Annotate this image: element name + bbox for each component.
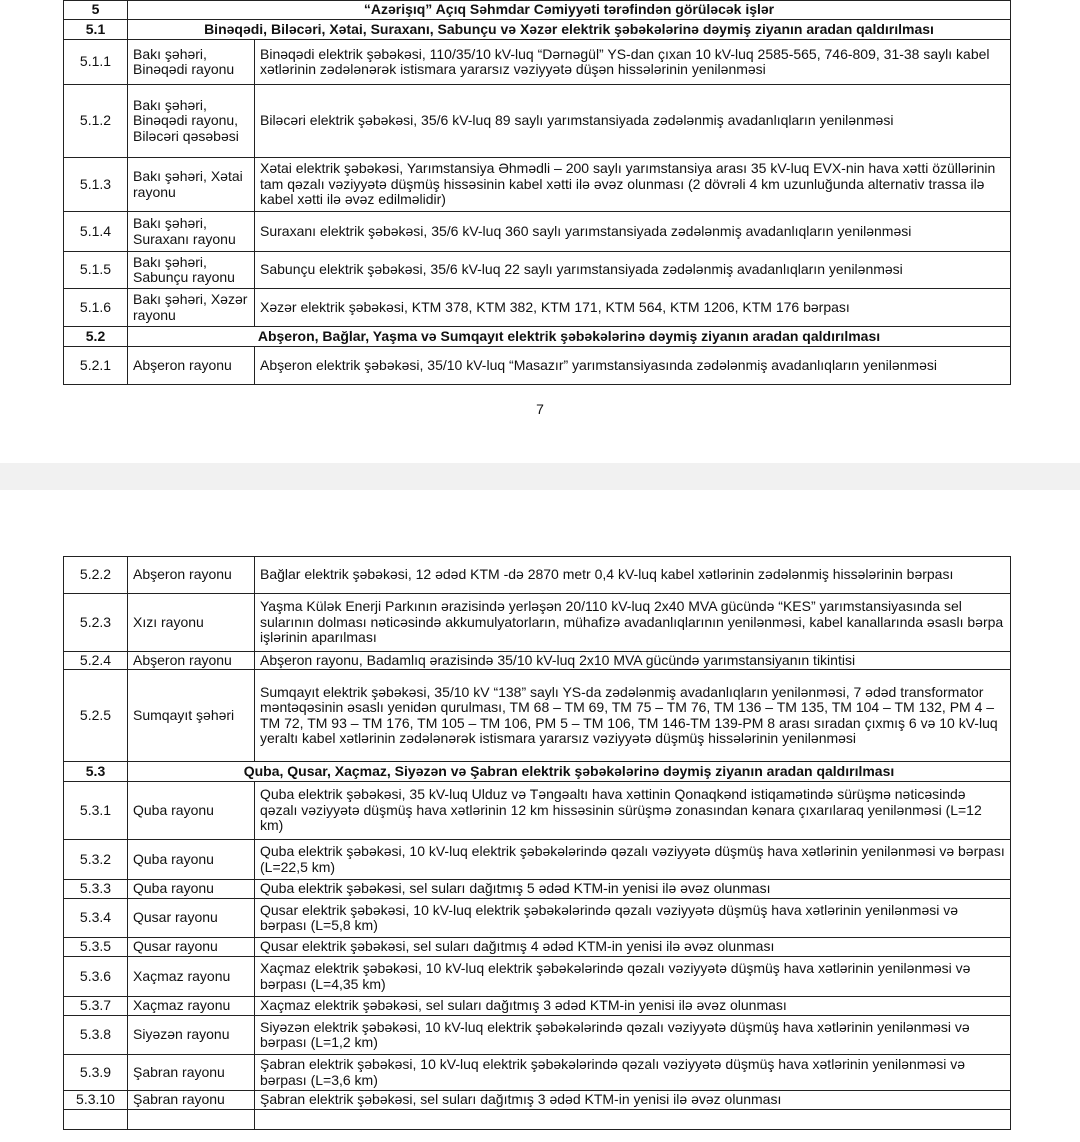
section-number: 5.2 — [64, 327, 128, 347]
section-number: 5 — [64, 1, 128, 20]
table-row — [64, 40, 1011, 85]
table-row — [64, 652, 1011, 670]
item-number: 5.3.3 — [64, 880, 128, 899]
table-row — [64, 557, 1011, 594]
table-row — [64, 347, 1011, 385]
section-title: “Azərişıq” Açıq Səhmdar Cəmiyyəti tərəfindən görüləcək işlər — [128, 1, 1011, 20]
item-location: Abşeron rayonu — [128, 557, 255, 594]
item-number: 5.1.3 — [64, 158, 128, 212]
item-location: Xaçmaz rayonu — [128, 957, 255, 997]
item-location: Qusar rayonu — [128, 899, 255, 938]
item-number: 5.3.7 — [64, 997, 128, 1016]
item-location: Quba rayonu — [128, 880, 255, 899]
item-description: Yaşma Külək Enerji Parkının ərazisində yerləşən 20/110 kV-luq 2x40 MVA gücündə “KES” yarımstansiyasında sel sularının dolması nəticəsində akkumulyatorların, mühafizə avadanlıqlarının yenilənməsi, kabel kanallarında əsaslı bərpa işlərinin aparılması — [255, 594, 1011, 652]
page-number: 7 — [536, 401, 544, 417]
item-number: 5.3.10 — [64, 1091, 128, 1110]
item-description: Quba elektrik şəbəkəsi, sel suları dağıtmış 5 ədəd KTM-in yenisi ilə əvəz olunması — [255, 880, 1011, 899]
item-description: Abşeron rayonu, Badamlıq ərazisində 35/10 kV-luq 2x10 MVA gücündə yarımstansiyanın tikintisi — [255, 652, 1011, 670]
table-row — [64, 997, 1011, 1016]
item-location: Quba rayonu — [128, 840, 255, 880]
item-description: Şabran elektrik şəbəkəsi, sel suları dağıtmış 3 ədəd KTM-in yenisi ilə əvəz olunması — [255, 1091, 1011, 1110]
table-row — [64, 85, 1011, 158]
item-location: Bakı şəhəri, Suraxanı rayonu — [128, 212, 255, 252]
section-title: Abşeron, Bağlar, Yaşma və Sumqayıt elektrik şəbəkələrinə dəymiş ziyanın aradan qaldırılması — [128, 327, 1011, 347]
table-row — [64, 212, 1011, 252]
item-description: Xaçmaz elektrik şəbəkəsi, 10 kV-luq elektrik şəbəkələrində qəzalı vəziyyətə düşmüş hava xətlərinin yenilənməsi və bərpası (L=4,35 km) — [255, 957, 1011, 997]
item-description: Sumqayıt elektrik şəbəkəsi, 35/10 kV “138” saylı YS-da zədələnmiş avadanlıqların yenilənməsi, 7 ədəd transformator məntəqəsinin əsaslı yenidən qurulması, TM 68 – TM 69, TM 75 – TM 76, TM 136 – TM 135, TM 104 – TM 132, PM 4 – TM 72, TM 93 – TM 176, TM 105 – TM 106, PM 5 – TM 106, TM 146-TM 139-PM 8 arası sıradan çıxmış 6 və 10 kV-luq yeraltı kabel xətlərinin zədələnərək istismara yararsız vəziyyətə düşmüş hissələrinin yenilənməsi — [255, 670, 1011, 762]
section-title: Quba, Qusar, Xaçmaz, Siyəzən və Şabran elektrik şəbəkələrinə dəymiş ziyanın aradan qaldırılması — [128, 762, 1011, 782]
item-number — [64, 1110, 128, 1130]
item-number: 5.3.9 — [64, 1055, 128, 1091]
item-location: Şabran rayonu — [128, 1091, 255, 1110]
table-row — [64, 252, 1011, 289]
item-description: Quba elektrik şəbəkəsi, 10 kV-luq elektrik şəbəkələrində qəzalı vəziyyətə düşmüş hava xətlərinin yenilənməsi və bərpası (L=22,5 km) — [255, 840, 1011, 880]
section-row — [64, 20, 1011, 40]
item-location: Quba rayonu — [128, 782, 255, 840]
table-row-empty — [64, 1110, 1011, 1130]
item-location: Qusar rayonu — [128, 938, 255, 957]
section-number: 5.1 — [64, 20, 128, 40]
table-row — [64, 1091, 1011, 1110]
item-description: Suraxanı elektrik şəbəkəsi, 35/6 kV-luq 360 saylı yarımstansiyada zədələnmiş avadanlıqların yenilənməsi — [255, 212, 1011, 252]
item-location: Bakı şəhəri, Xətai rayonu — [128, 158, 255, 212]
work-table-page-8 — [63, 556, 1011, 1130]
item-description: Qusar elektrik şəbəkəsi, 10 kV-luq elektrik şəbəkələrində qəzalı vəziyyətə düşmüş hava xətlərinin yenilənməsi və bərpası (L=5,8 km) — [255, 899, 1011, 938]
item-description: Siyəzən elektrik şəbəkəsi, 10 kV-luq elektrik şəbəkələrində qəzalı vəziyyətə düşmüş hava xətlərinin yenilənməsi və bərpası (L=1,2 km) — [255, 1016, 1011, 1055]
item-number: 5.3.1 — [64, 782, 128, 840]
section-row — [64, 762, 1011, 782]
item-location: Xızı rayonu — [128, 594, 255, 652]
item-description: Biləcəri elektrik şəbəkəsi, 35/6 kV-luq 89 saylı yarımstansiyada zədələnmiş avadanlıqların yenilənməsi — [255, 85, 1011, 158]
item-description: Bağlar elektrik şəbəkəsi, 12 ədəd KTM -də 2870 metr 0,4 kV-luq kabel xətlərinin zədələnmiş hissələrinin bərpası — [255, 557, 1011, 594]
section-row — [64, 1, 1011, 20]
item-description: Xəzər elektrik şəbəkəsi, KTM 378, KTM 382, KTM 171, KTM 564, KTM 1206, KTM 176 bərpası — [255, 289, 1011, 327]
table-row — [64, 1055, 1011, 1091]
item-location: Bakı şəhəri, Sabunçu rayonu — [128, 252, 255, 289]
item-description: Sabunçu elektrik şəbəkəsi, 35/6 kV-luq 22 saylı yarımstansiyada zədələnmiş avadanlıqların yenilənməsi — [255, 252, 1011, 289]
item-number: 5.1.4 — [64, 212, 128, 252]
item-description: Binəqədi elektrik şəbəkəsi, 110/35/10 kV-luq “Dərnəgül” YS-dan çıxan 10 kV-luq 2585-565, 746-809, 31-38 saylı kabel xətlərinin zədələnərək istismara yararsız vəziyyətə düşən hissələrinin yenilənməsi — [255, 40, 1011, 85]
item-location: Siyəzən rayonu — [128, 1016, 255, 1055]
item-number: 5.1.6 — [64, 289, 128, 327]
item-number: 5.1.2 — [64, 85, 128, 158]
item-number: 5.2.2 — [64, 557, 128, 594]
table-row — [64, 594, 1011, 652]
table-row — [64, 158, 1011, 212]
item-description: Xaçmaz elektrik şəbəkəsi, sel suları dağıtmış 3 ədəd KTM-in yenisi ilə əvəz olunması — [255, 997, 1011, 1016]
work-table-page-7 — [63, 0, 1011, 385]
table-row — [64, 899, 1011, 938]
item-description: Xətai elektrik şəbəkəsi, Yarımstansiya Əhmədli – 200 saylı yarımstansiya arası 35 kV-luq EVX-nin hava xətti özüllərinin tam qəzalı vəziyyətə düşmüş hissəsinin kabel xətti ilə əvəz olunması (2 dövrəli 4 km uzunluğunda alternativ trassa ilə kabel xətti ilə əvəz edilməlidir) — [255, 158, 1011, 212]
table-row — [64, 938, 1011, 957]
table-row — [64, 957, 1011, 997]
item-number: 5.2.5 — [64, 670, 128, 762]
table-row — [64, 840, 1011, 880]
item-number: 5.3.4 — [64, 899, 128, 938]
table-row — [64, 880, 1011, 899]
item-description: Abşeron elektrik şəbəkəsi, 35/10 kV-luq “Masazır” yarımstansiyasında zədələnmiş avadanlıqların yenilənməsi — [255, 347, 1011, 385]
item-number: 5.1.5 — [64, 252, 128, 289]
section-title: Binəqədi, Biləcəri, Xətai, Suraxanı, Sabunçu və Xəzər elektrik şəbəkələrinə dəymiş ziyanın aradan qaldırılması — [128, 20, 1011, 40]
item-description — [255, 1110, 1011, 1130]
item-location: Abşeron rayonu — [128, 347, 255, 385]
item-location — [128, 1110, 255, 1130]
item-number: 5.2.1 — [64, 347, 128, 385]
item-location: Abşeron rayonu — [128, 652, 255, 670]
page-separator — [0, 463, 1080, 490]
item-location: Xaçmaz rayonu — [128, 997, 255, 1016]
item-number: 5.1.1 — [64, 40, 128, 85]
item-number: 5.3.8 — [64, 1016, 128, 1055]
item-number: 5.3.6 — [64, 957, 128, 997]
item-location: Bakı şəhəri, Xəzər rayonu — [128, 289, 255, 327]
item-description: Şabran elektrik şəbəkəsi, 10 kV-luq elektrik şəbəkələrində qəzalı vəziyyətə düşmüş hava xətlərinin yenilənməsi və bərpası (L=3,6 km) — [255, 1055, 1011, 1091]
item-location: Şabran rayonu — [128, 1055, 255, 1091]
item-number: 5.2.3 — [64, 594, 128, 652]
item-description: Qusar elektrik şəbəkəsi, sel suları dağıtmış 4 ədəd KTM-in yenisi ilə əvəz olunması — [255, 938, 1011, 957]
table-row — [64, 670, 1011, 762]
section-number: 5.3 — [64, 762, 128, 782]
item-location: Bakı şəhəri, Binəqədi rayonu — [128, 40, 255, 85]
item-number: 5.3.2 — [64, 840, 128, 880]
item-location: Bakı şəhəri, Binəqədi rayonu, Biləcəri qəsəbəsi — [128, 85, 255, 158]
table-row — [64, 289, 1011, 327]
table-row — [64, 1016, 1011, 1055]
table-row — [64, 782, 1011, 840]
item-location: Sumqayıt şəhəri — [128, 670, 255, 762]
item-description: Quba elektrik şəbəkəsi, 35 kV-luq Ulduz və Təngəaltı hava xəttinin Qonaqkənd istiqamətində sürüşmə nəticəsində qəzalı vəziyyətə düşmüş hava xətlərinin 12 km hissəsinin sürüşmə zonasından kənara çıxarılaraq yenilənməsi (L=12 km) — [255, 782, 1011, 840]
item-number: 5.2.4 — [64, 652, 128, 670]
item-number: 5.3.5 — [64, 938, 128, 957]
section-row — [64, 327, 1011, 347]
